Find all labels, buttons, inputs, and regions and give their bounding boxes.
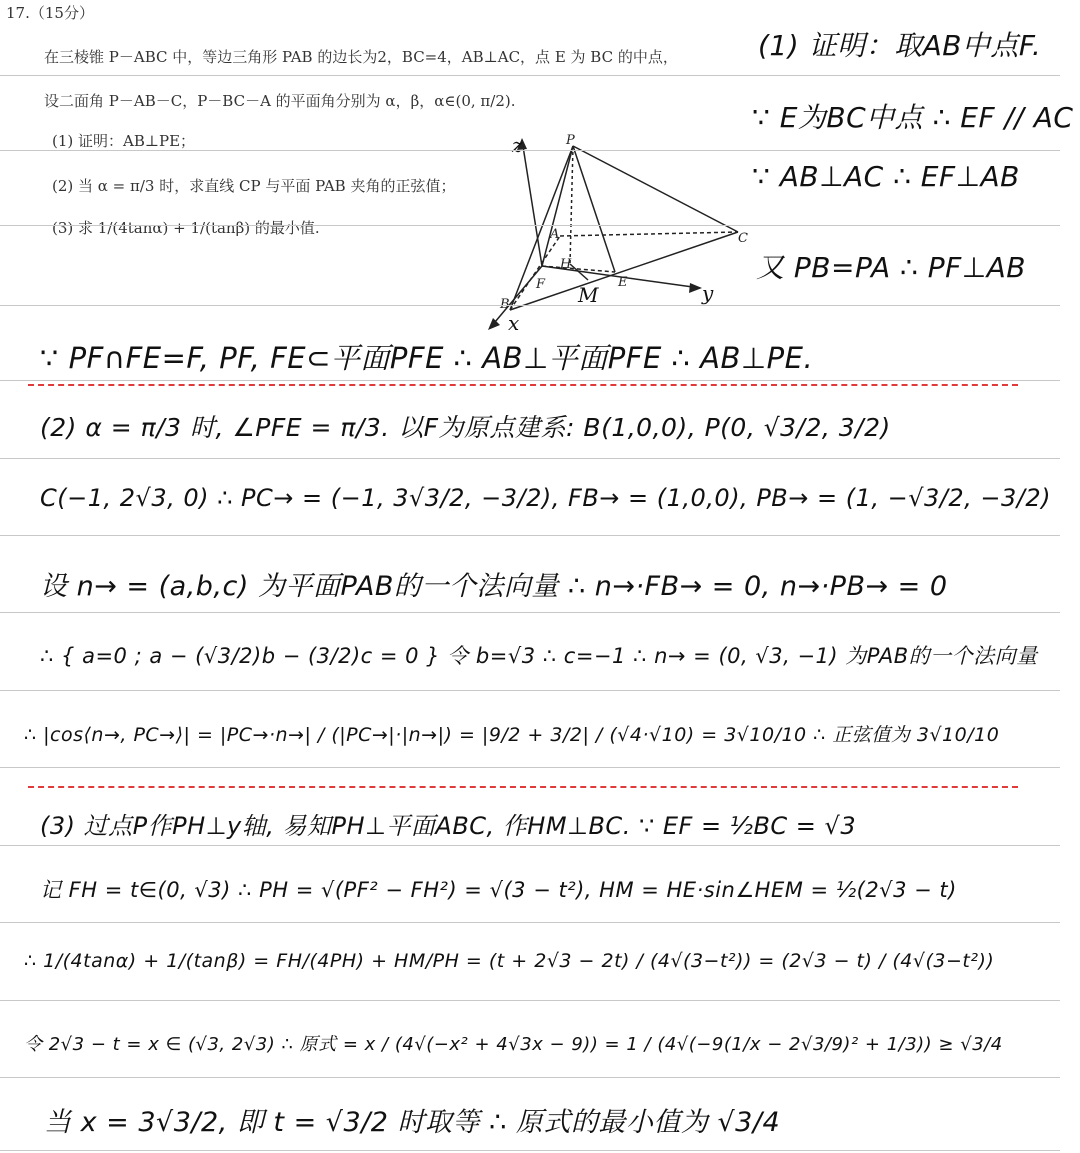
notebook-rule <box>0 1150 1060 1151</box>
section-divider <box>28 786 1018 788</box>
label-C: C <box>738 231 748 246</box>
problem-header: 17.（15分） <box>6 4 94 22</box>
edge-BA <box>510 236 560 310</box>
y-axis-arrow <box>689 283 702 293</box>
solution-line: ∴ { a=0 ; a − (√3/2)b − (3/2)c = 0 } 令 b=√3 ∴ c=−1 ∴ n→ = (0, √3, −1) 为PAB的一个法向量 <box>40 644 1038 668</box>
solution-line: (2) α = π/3 时, ∠PFE = π/3. 以F为原点建系: B(1,0,0), P(0, √3/2, 3/2) <box>40 413 891 442</box>
label-E: E <box>618 275 628 290</box>
label-F: F <box>536 277 546 292</box>
notebook-rule <box>0 845 1060 846</box>
label-M: M <box>578 283 599 307</box>
question-3: (3) 求 1/(4tanα) + 1/(tanβ) 的最小值. <box>52 219 320 237</box>
section-divider <box>28 384 1018 386</box>
notebook-rule <box>0 612 1060 613</box>
solution-line: 令 2√3 − t = x ∈ (√3, 2√3) ∴ 原式 = x / (4√(−x² + 4√3x − 9)) = 1 / (4√(−9(1/x − 2√3/9)² + 1/3)) ≥ √3/4 <box>24 1034 1003 1055</box>
notebook-rule <box>0 690 1060 691</box>
solution-line: (1) 证明：取AB中点F. <box>758 29 1042 62</box>
label-y: y <box>702 281 714 305</box>
notebook-rule <box>0 1000 1060 1001</box>
label-x: x <box>508 311 520 335</box>
notebook-rule <box>0 767 1060 768</box>
edge-AC <box>560 232 738 236</box>
pyramid-diagram <box>470 130 750 340</box>
solution-line: 记 FH = t∈(0, √3) ∴ PH = √(PF² − FH²) = √(3 − t²), HM = HE·sin∠HEM = ½(2√3 − t) <box>40 878 957 902</box>
notebook-rule <box>0 225 1060 226</box>
notebook-rule <box>0 458 1060 459</box>
solution-line: ∵ PF∩FE=F, PF, FE⊂平面PFE ∴ AB⊥平面PFE ∴ AB⊥PE. <box>40 341 814 375</box>
problem-statement-2: 设二面角 P－AB－C，P－BC－A 的平面角分别为 α，β，α∈(0, π/2). <box>44 92 516 110</box>
solution-line: 又 PB=PA ∴ PF⊥AB <box>756 251 1026 284</box>
label-P: P <box>566 133 575 148</box>
label-A: A <box>550 227 560 242</box>
solution-line: ∴ |cos⟨n→, PC→⟩| = |PC→·n→| / (|PC→|·|n→|) = |9/2 + 3/2| / (√4·√10) = 3√10/10 ∴ 正弦值为 3√10/10 <box>24 724 1000 746</box>
notebook-rule <box>0 922 1060 923</box>
question-2: (2) 当 α = π/3 时，求直线 CP 与平面 PAB 夹角的正弦值； <box>52 177 456 195</box>
notebook-rule <box>0 1077 1060 1078</box>
solution-line: C(−1, 2√3, 0) ∴ PC→ = (−1, 3√3/2, −3/2), FB→ = (1,0,0), PB→ = (1, −√3/2, −3/2) <box>40 484 1051 512</box>
solution-line: 当 x = 3√3/2, 即 t = √3/2 时取等 ∴ 原式的最小值为 √3/4 <box>44 1107 781 1138</box>
solution-line: ∵ AB⊥AC ∴ EF⊥AB <box>752 160 1020 193</box>
question-1: (1) 证明：AB⊥PE； <box>52 132 196 150</box>
label-z: z <box>512 133 523 157</box>
problem-statement-1: 在三棱锥 P－ABC 中，等边三角形 PAB 的边长为2，BC=4，AB⊥AC，点 E 为 BC 的中点， <box>44 48 678 66</box>
notebook-rule <box>0 150 1060 151</box>
solution-line: ∴ 1/(4tanα) + 1/(tanβ) = FH/(4PH) + HM/PH = (t + 2√3 − 2t) / (4√(3−t²)) = (2√3 − t) / (4√(3−t²)) <box>24 950 995 972</box>
notebook-rule <box>0 535 1060 536</box>
edge-PH <box>570 146 573 264</box>
label-B: B <box>500 297 510 312</box>
notebook-rule <box>0 305 1060 306</box>
notebook-rule <box>0 75 1060 76</box>
z-axis <box>522 140 542 266</box>
solution-line: 设 n→ = (a,b,c) 为平面PAB的一个法向量 ∴ n→·FB→ = 0, n→·PB→ = 0 <box>40 571 948 602</box>
edge-PF <box>542 146 573 266</box>
solution-line: ∵ E为BC中点 ∴ EF // AC <box>752 101 1074 134</box>
solution-line: (3) 过点P作PH⊥y轴, 易知PH⊥平面ABC, 作HM⊥BC. ∵ EF = ½BC = √3 <box>40 812 857 840</box>
x-axis-arrow <box>488 318 500 330</box>
label-H: H <box>560 257 572 272</box>
notebook-rule <box>0 380 1060 381</box>
